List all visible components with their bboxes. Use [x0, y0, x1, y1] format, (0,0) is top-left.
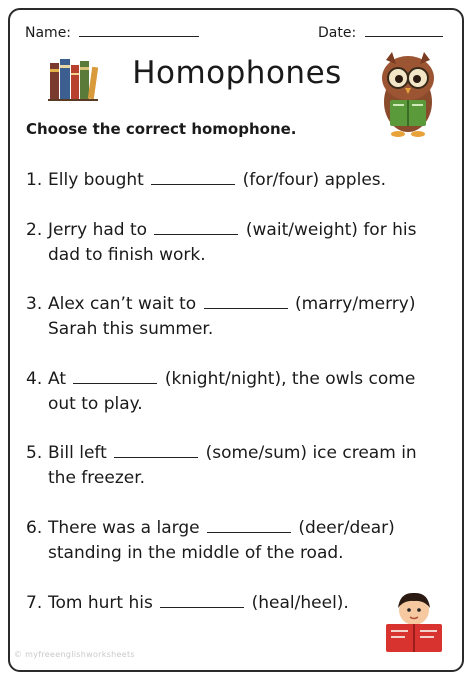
question-text-continued: standing in the middle of the road.: [48, 543, 344, 563]
answer-blank[interactable]: [114, 442, 198, 458]
name-line[interactable]: [79, 22, 199, 37]
question-text-continued: Sarah this summer.: [48, 319, 214, 339]
question-3: [26, 292, 446, 342]
boy-reading-icon: [384, 590, 444, 656]
owl-reading-icon: [378, 50, 438, 138]
watermark: © myfreeenglishworksheets: [14, 650, 135, 659]
instruction-text: Choose the correct homophone.: [26, 120, 297, 138]
date-label: Date:: [318, 25, 357, 41]
question-text-before: Bill left: [48, 443, 107, 463]
answer-blank[interactable]: [151, 169, 235, 185]
answer-blank[interactable]: [73, 368, 157, 384]
question-5: [26, 441, 446, 491]
question-number: 5.: [26, 443, 43, 463]
question-number: 7.: [26, 593, 43, 613]
page-title: Homophones: [132, 55, 342, 91]
question-text-before: Jerry had to: [48, 220, 148, 240]
question-options: (heal/heel).: [251, 593, 349, 613]
question-text-before: Alex can’t wait to: [48, 294, 197, 314]
date-field[interactable]: [318, 22, 443, 41]
date-line[interactable]: [365, 22, 443, 37]
name-field[interactable]: [25, 22, 199, 41]
question-text-continued: the freezer.: [48, 468, 146, 488]
question-text-before: There was a large: [48, 518, 200, 538]
question-number: 2.: [26, 220, 43, 240]
question-options: (marry/merry): [294, 294, 416, 314]
question-options: (some/sum) ice cream in: [205, 443, 417, 463]
question-number: 6.: [26, 518, 43, 538]
question-1: [26, 168, 446, 193]
name-label: Name:: [25, 25, 72, 41]
question-4: [26, 367, 446, 417]
question-options: (knight/night), the owls come: [164, 369, 416, 389]
question-number: 1.: [26, 170, 43, 190]
answer-blank[interactable]: [160, 592, 244, 608]
question-text-before: Elly bought: [48, 170, 144, 190]
question-number: 4.: [26, 369, 43, 389]
question-text-continued: dad to finish work.: [48, 245, 206, 265]
answer-blank[interactable]: [207, 517, 291, 533]
question-text-continued: out to play.: [48, 394, 143, 414]
question-options: (for/four) apples.: [242, 170, 387, 190]
question-2: [26, 218, 446, 268]
question-text-before: Tom hurt his: [48, 593, 153, 613]
question-number: 3.: [26, 294, 43, 314]
answer-blank[interactable]: [204, 293, 288, 309]
question-7: [26, 591, 446, 616]
question-6: [26, 516, 446, 566]
question-options: (deer/dear): [298, 518, 395, 538]
answer-blank[interactable]: [154, 219, 238, 235]
question-text-before: At: [48, 369, 66, 389]
question-options: (wait/weight) for his: [245, 220, 417, 240]
